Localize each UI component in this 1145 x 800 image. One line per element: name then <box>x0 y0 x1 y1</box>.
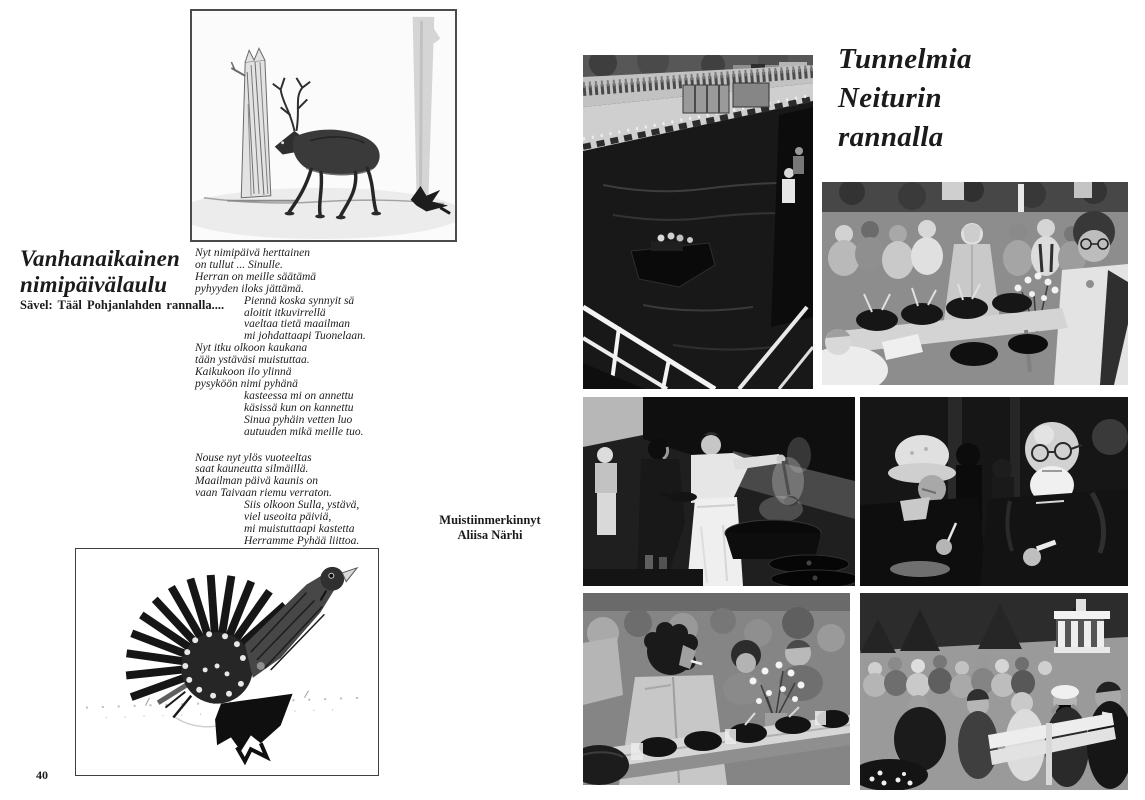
poem-line: tään ystäväsi muistuttaa. <box>195 354 310 367</box>
poem-line: Siis olkoon Sulla, ystävä, <box>244 499 360 512</box>
right-page-title-line2: Neiturin <box>838 82 942 114</box>
poem-line: kasteessa mi on annettu <box>244 389 354 402</box>
poem-line: pyhyyden iloks jättämä. <box>195 282 304 295</box>
stanza-gap <box>195 439 440 453</box>
cauldron-cooking-photo <box>583 397 855 586</box>
poem-line: on tullut ... Sinulle. <box>195 258 283 271</box>
poem-line: viel useoita päiviä, <box>244 511 332 524</box>
poem-stanza-2 <box>195 453 440 548</box>
left-page-title-line2: nimipäivälaulu <box>20 272 168 297</box>
poem-line: vaan Taivaan riemu verraton. <box>195 487 332 500</box>
attribution <box>430 513 550 543</box>
reindeer-drawing-art <box>192 11 455 240</box>
poem-line: Nouse nyt ylös vuoteeltas <box>195 451 312 464</box>
poem-line: autuuden mikä meille tuo. <box>244 425 364 438</box>
melody-note: Sävel: Tääl Pohjanlahden rannalla.... <box>20 298 225 312</box>
standing-crowd-photo <box>860 593 1128 790</box>
dining-table-photo <box>583 593 850 785</box>
poem-line: mi johdattaapi Tuonelaan. <box>244 330 366 343</box>
poem-line: Sinua pyhäin vetten luo <box>244 413 353 426</box>
poem-line: mi muistuttaapi kastetta <box>244 522 355 535</box>
poem-line: saat kauneutta silmäillä. <box>195 463 309 476</box>
poem-line: Herramme Pyhää liittoa. <box>244 534 360 547</box>
poem-stanza-1 <box>195 248 440 439</box>
poem-line: käsissä kun on kannettu <box>244 401 354 414</box>
capercaillie-drawing-art <box>76 549 378 775</box>
poem-line: Nyt itku olkoon kaukana <box>195 342 308 355</box>
poem-line: Kaikukoon ilo ylinnä <box>195 366 292 379</box>
right-page-title-line1: Tunnelmia <box>838 43 972 75</box>
poem-line: Herran on meille säätämä <box>195 270 317 283</box>
right-page-title-line3: rannalla <box>838 121 944 153</box>
left-page-title <box>20 246 180 298</box>
left-page-title-line1: Vanhanaikainen <box>20 246 181 271</box>
poem <box>195 248 440 548</box>
capercaillie-drawing <box>75 548 379 776</box>
serving-table-photo <box>822 182 1128 385</box>
canal-lock-photo <box>583 55 813 389</box>
right-page-title <box>838 40 972 157</box>
attribution-line2: Aliisa Närhi <box>457 528 523 542</box>
reindeer-drawing <box>190 9 457 242</box>
page-number: 40 <box>36 768 48 782</box>
attribution-line1: Muistiinmerkinnyt <box>439 513 541 527</box>
poem-line: Nyt nimipäivä herttainen <box>195 247 310 259</box>
elderly-men-photo <box>860 397 1128 586</box>
poem-line: pysyköön nimi pyhänä <box>195 377 298 390</box>
poem-line: aloitit itkuvirrellä <box>244 306 326 319</box>
poem-line: Maailman päivä kaunis on <box>195 475 318 488</box>
poem-line: vaeltaa tietä maailman <box>244 318 351 331</box>
poem-line: Piennä koska synnyit sä <box>244 294 355 307</box>
